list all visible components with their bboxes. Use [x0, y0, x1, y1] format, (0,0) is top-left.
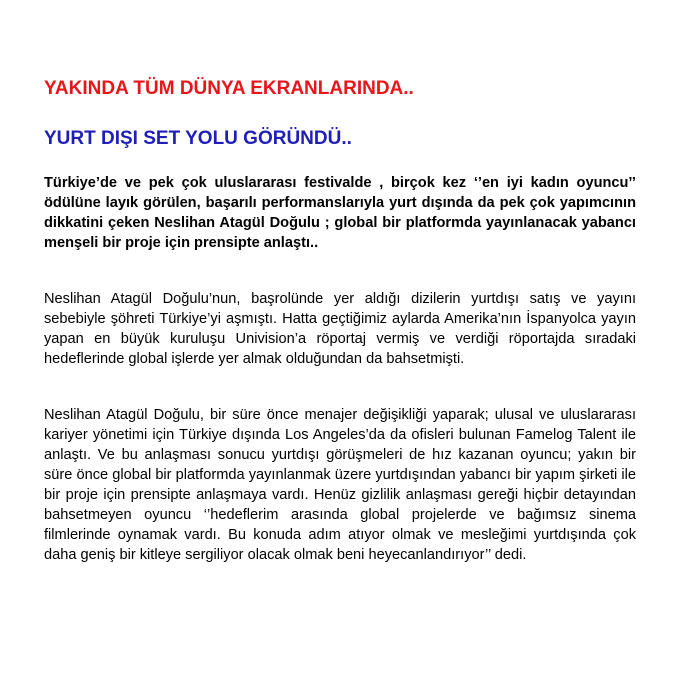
lead-paragraph: Türkiye’de ve pek çok uluslararası festivalde , birçok kez ‘’en iyi kadın oyuncu’’ ödülüne layık görülen, başarılı performanslarıyla yurt dışında da pek çok yapımcının dikkatini çeken Neslihan Atagül Doğulu ; global bir platformda yayınlanacak yabancı menşeli bir proje için prensipte anlaştı.. — [44, 175, 636, 251]
body-paragraph-2: Neslihan Atagül Doğulu, bir süre önce menajer değişikliği yaparak; ulusal ve uluslararası kariyer yönetimi için Türkiye dışında Los Angeles’da da ofisleri bulunan Famelog Talent ile anlaştı. Ve bu anlaşması sonucu yurtdışı görüşmeleri de hız kazanan oyuncu; yakın bir süre önce global bir platformda yayınlanmak üzere yurtdışından yabancı bir yapım şirketi ile bir proje için prensipte anlaşmaya vardı. Henüz gizlilik anlaşması gereği hiçbir detayından bahsetmeyen oyuncu ‘’hedeflerim arasında global projelerde ve bağımsız sinema filmlerinde oynamak vardı. Bu konuda adım atıyor olmak ve mesleğimi yurtdışında çok daha geniş bir kitleye sergiliyor olacak olmak beni heyecanlandırıyor’’ dedi. — [44, 407, 636, 563]
headline-red: YAKINDA TÜM DÜNYA EKRANLARINDA.. — [44, 78, 414, 99]
body-paragraph-1: Neslihan Atagül Doğulu’nun, başrolünde yer aldığı dizilerin yurtdışı satış ve yayını sebebiyle şöhreti Türkiye’yi aşmıştı. Hatta geçtiğimiz aylarda Amerika’nın İspanyolca yayın yapan en büyük kuruluşu Univision’a röportaj vermiş ve verdiği röportajda sıradaki hedeflerinde global işlerde yer almak olduğundan da bahsetmişti. — [44, 291, 636, 367]
headline-blue: YURT DIŞI SET YOLU GÖRÜNDÜ.. — [44, 128, 352, 149]
